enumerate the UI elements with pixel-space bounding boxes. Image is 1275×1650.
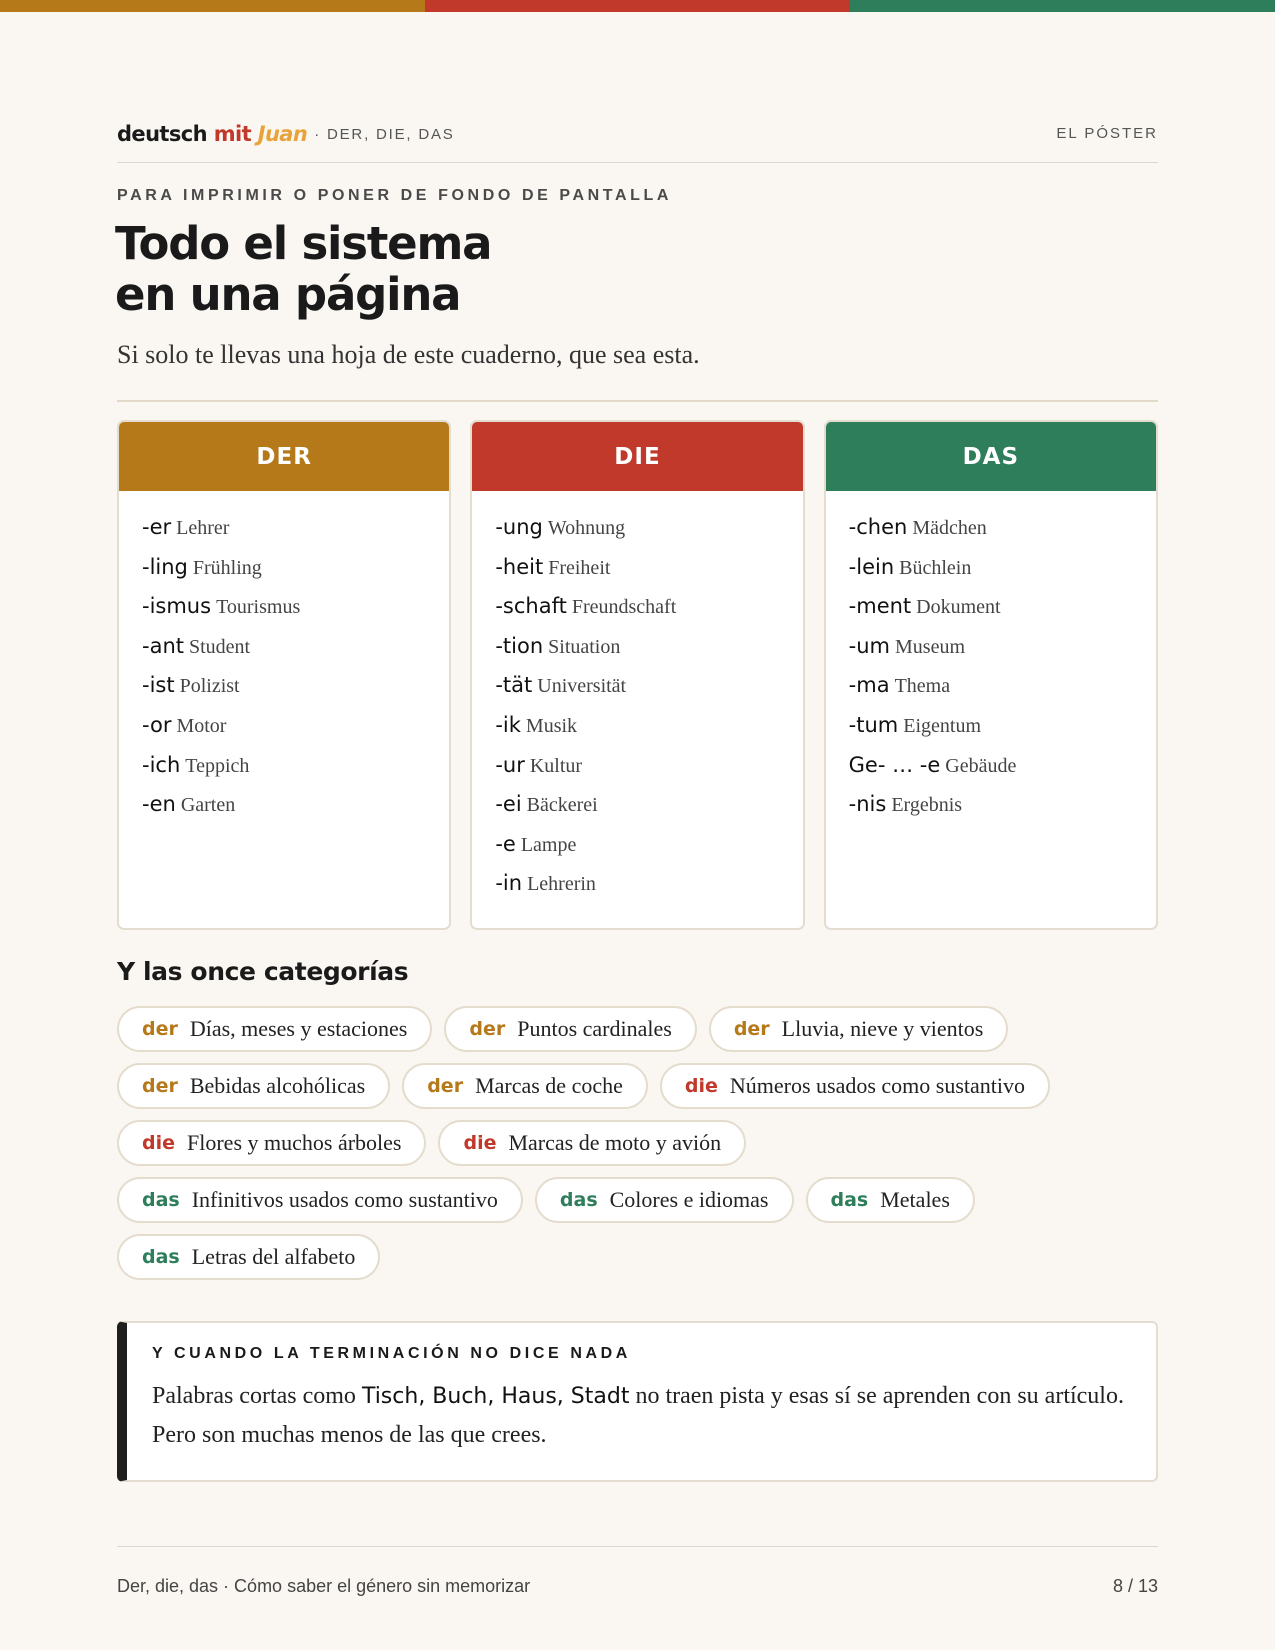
column-header-die: DIE	[472, 422, 802, 491]
column-header-das: DAS	[826, 422, 1156, 491]
suffix-example-word: Universität	[537, 675, 627, 698]
category-label: Infinitivos usados como sustantivo	[191, 1187, 498, 1212]
suffix-example-word: Freundschaft	[571, 596, 677, 619]
suffix-example-word: Teppich	[185, 754, 250, 777]
suffix-example-word: Frühling	[192, 556, 262, 579]
suffix-item	[495, 713, 802, 753]
suffix-ending: -schaft	[495, 594, 567, 619]
suffix-example-word: Lehrerin	[527, 873, 596, 896]
suffix-example-word: Lehrer	[176, 517, 230, 539]
suffix-item	[849, 673, 1156, 713]
suffix-example-word: Gebäude	[945, 754, 1017, 777]
category-article: das	[142, 1189, 180, 1211]
category-row	[117, 1234, 1167, 1280]
callout-text-before: Palabras cortas como	[152, 1383, 356, 1409]
category-label: Números usados como sustantivo	[729, 1073, 1026, 1098]
suffix-ending: -in	[495, 871, 523, 896]
suffix-ending: -ur	[495, 752, 525, 777]
suffix-ending: -er	[142, 515, 172, 539]
category-row	[117, 1177, 1167, 1223]
suffix-ending: -e	[495, 831, 516, 856]
category-article: die	[142, 1132, 175, 1154]
suffix-ending: -nis	[848, 792, 887, 817]
suffix-example-word: Ergebnis	[891, 794, 963, 817]
suffix-example-word: Mädchen	[912, 517, 987, 539]
suffix-item	[495, 555, 802, 595]
category-pill	[660, 1063, 1050, 1109]
category-pill	[117, 1006, 432, 1052]
suffix-example-word: Musik	[525, 714, 578, 737]
header-right-label: EL PÓSTER	[1056, 125, 1158, 142]
page-title-line-2: en una página	[115, 268, 461, 321]
suffix-example-word: Polizist	[179, 675, 240, 698]
category-label: Marcas de moto y avión	[508, 1130, 722, 1155]
suffix-item	[495, 832, 802, 872]
suffix-example-word: Dokument	[916, 596, 1001, 619]
suffix-ending: -ich	[142, 752, 181, 777]
category-pill	[117, 1063, 390, 1109]
suffix-ending: -ment	[848, 594, 912, 619]
header-section-label: · DER, DIE, DAS	[314, 125, 455, 143]
category-article: der	[142, 1018, 178, 1040]
suffix-example-word: Situation	[548, 635, 621, 658]
suffix-ending: Ge- … -e	[848, 752, 941, 777]
page-number: 8 / 13	[1112, 1576, 1158, 1596]
column-die	[470, 420, 804, 930]
suffix-item	[495, 673, 802, 713]
category-row	[117, 1006, 1167, 1052]
categories-title: Y las once categorías	[117, 957, 409, 986]
suffix-item	[142, 515, 449, 555]
category-article: das	[559, 1189, 598, 1211]
suffix-example-word: Wohnung	[547, 517, 626, 539]
suffix-example-word: Motor	[176, 714, 227, 737]
category-label: Metales	[880, 1187, 950, 1212]
suffix-ending: -tum	[848, 712, 899, 737]
category-label: Lluvia, nieve y vientos	[781, 1016, 984, 1041]
suffix-item	[849, 753, 1156, 793]
category-row	[117, 1063, 1167, 1109]
category-row	[117, 1120, 1167, 1166]
suffix-item	[849, 634, 1156, 674]
callout-example-words: Tisch, Buch, Haus, Stadt	[361, 1384, 630, 1409]
suffix-example-word: Lampe	[520, 833, 577, 856]
suffix-ending: -lein	[848, 554, 895, 579]
footer-doc-title: Der, die, das · Cómo saber el género sin memorizar	[117, 1576, 531, 1596]
category-pill	[438, 1120, 746, 1166]
suffix-example-word: Bäckerei	[526, 794, 598, 817]
column-header-der: DER	[119, 422, 449, 491]
suffix-item	[849, 594, 1156, 634]
suffix-list-das	[826, 491, 1156, 832]
suffix-ending: -ismus	[142, 594, 212, 619]
suffix-ending: -ant	[142, 633, 184, 658]
suffix-ending: -ung	[495, 515, 543, 539]
suffix-example-word: Garten	[180, 794, 236, 817]
page-header	[117, 122, 1158, 163]
top-color-bar	[0, 0, 1275, 12]
suffix-item	[142, 594, 449, 634]
category-label: Flores y muchos árboles	[187, 1130, 402, 1155]
callout-text-after: no traen pista y esas sí se aprenden con su artículo. Pero son muchas menos de las que crees.	[152, 1383, 1124, 1448]
suffix-ending: -en	[142, 792, 176, 817]
page-subtitle: Si solo te llevas una hoja de este cuaderno, que sea esta.	[117, 340, 700, 369]
category-pill	[117, 1120, 426, 1166]
suffix-item	[142, 753, 449, 793]
suffix-ending: -chen	[848, 515, 908, 539]
brand-logo-deutsch: deutsch	[117, 122, 207, 146]
callout-kicker: Y CUANDO LA TERMINACIÓN NO DICE NADA	[152, 1345, 631, 1362]
gender-columns	[117, 420, 1158, 930]
suffix-item	[849, 555, 1156, 595]
suffix-example-word: Tourismus	[216, 596, 301, 619]
suffix-ending: -um	[848, 633, 890, 658]
suffix-item	[495, 634, 802, 674]
top-bar-das-segment	[850, 0, 1275, 12]
category-article: der	[469, 1018, 506, 1040]
suffix-item	[495, 753, 802, 793]
suffix-item	[849, 713, 1156, 753]
suffix-list-die	[472, 491, 802, 911]
suffix-item	[142, 792, 449, 832]
suffix-ending: -ist	[142, 673, 175, 698]
top-bar-der-segment	[0, 0, 425, 12]
category-article: das	[830, 1189, 869, 1211]
suffix-example-word: Student	[189, 635, 251, 658]
category-article: der	[427, 1075, 464, 1097]
category-article: der	[142, 1075, 178, 1097]
suffix-item	[495, 792, 802, 832]
suffix-item	[495, 871, 802, 911]
section-divider	[117, 400, 1158, 402]
brand	[117, 122, 455, 146]
category-article: der	[733, 1018, 770, 1040]
column-der	[117, 420, 451, 930]
suffix-example-word: Eigentum	[903, 714, 981, 737]
suffix-example-word: Museum	[895, 635, 965, 658]
category-label: Letras del alfabeto	[191, 1244, 356, 1269]
categories-list	[117, 1006, 1167, 1291]
page-kicker: PARA IMPRIMIR O PONER DE FONDO DE PANTALLA	[117, 187, 673, 204]
suffix-ending: -tät	[495, 673, 533, 698]
category-label: Colores e idiomas	[609, 1187, 769, 1212]
category-label: Días, meses y estaciones	[189, 1016, 408, 1041]
category-article: die	[463, 1132, 497, 1154]
category-label: Bebidas alcohólicas	[189, 1073, 366, 1098]
suffix-list-der	[119, 491, 449, 832]
category-pill	[444, 1006, 696, 1052]
top-bar-die-segment	[425, 0, 850, 12]
suffix-ending: -heit	[495, 554, 544, 579]
category-pill	[117, 1234, 380, 1280]
suffix-item	[142, 634, 449, 674]
category-pill	[806, 1177, 975, 1223]
suffix-example-word: Freiheit	[548, 556, 611, 579]
brand-logo-mit: mit	[213, 122, 252, 146]
suffix-ending: -ei	[495, 792, 522, 817]
category-label: Marcas de coche	[475, 1073, 623, 1098]
suffix-item	[142, 713, 449, 753]
column-das	[824, 420, 1158, 930]
suffix-example-word: Büchlein	[899, 556, 972, 579]
suffix-item	[142, 673, 449, 713]
suffix-item	[849, 515, 1156, 555]
page-footer	[117, 1546, 1158, 1597]
callout-text	[152, 1377, 1126, 1454]
suffix-item	[495, 594, 802, 634]
suffix-example-word: Thema	[894, 675, 951, 698]
page-title	[115, 218, 815, 320]
suffix-item	[849, 792, 1156, 832]
suffix-item	[495, 515, 802, 555]
category-label: Puntos cardinales	[517, 1016, 672, 1041]
category-pill	[535, 1177, 794, 1223]
suffix-ending: -ling	[142, 554, 188, 579]
category-pill	[117, 1177, 523, 1223]
suffix-ending: -ma	[848, 673, 890, 698]
brand-logo	[117, 122, 307, 146]
page-title-line-1: Todo el sistema	[115, 217, 492, 270]
category-article: die	[684, 1075, 718, 1097]
suffix-ending: -ik	[495, 712, 521, 737]
category-pill	[402, 1063, 648, 1109]
suffix-ending: -or	[142, 712, 172, 737]
suffix-item	[142, 555, 449, 595]
suffix-ending: -tion	[495, 633, 544, 658]
brand-logo-juan: Juan	[257, 122, 308, 146]
callout-box	[117, 1321, 1158, 1482]
suffix-example-word: Kultur	[529, 754, 583, 777]
category-pill	[709, 1006, 1008, 1052]
category-article: das	[142, 1246, 180, 1268]
